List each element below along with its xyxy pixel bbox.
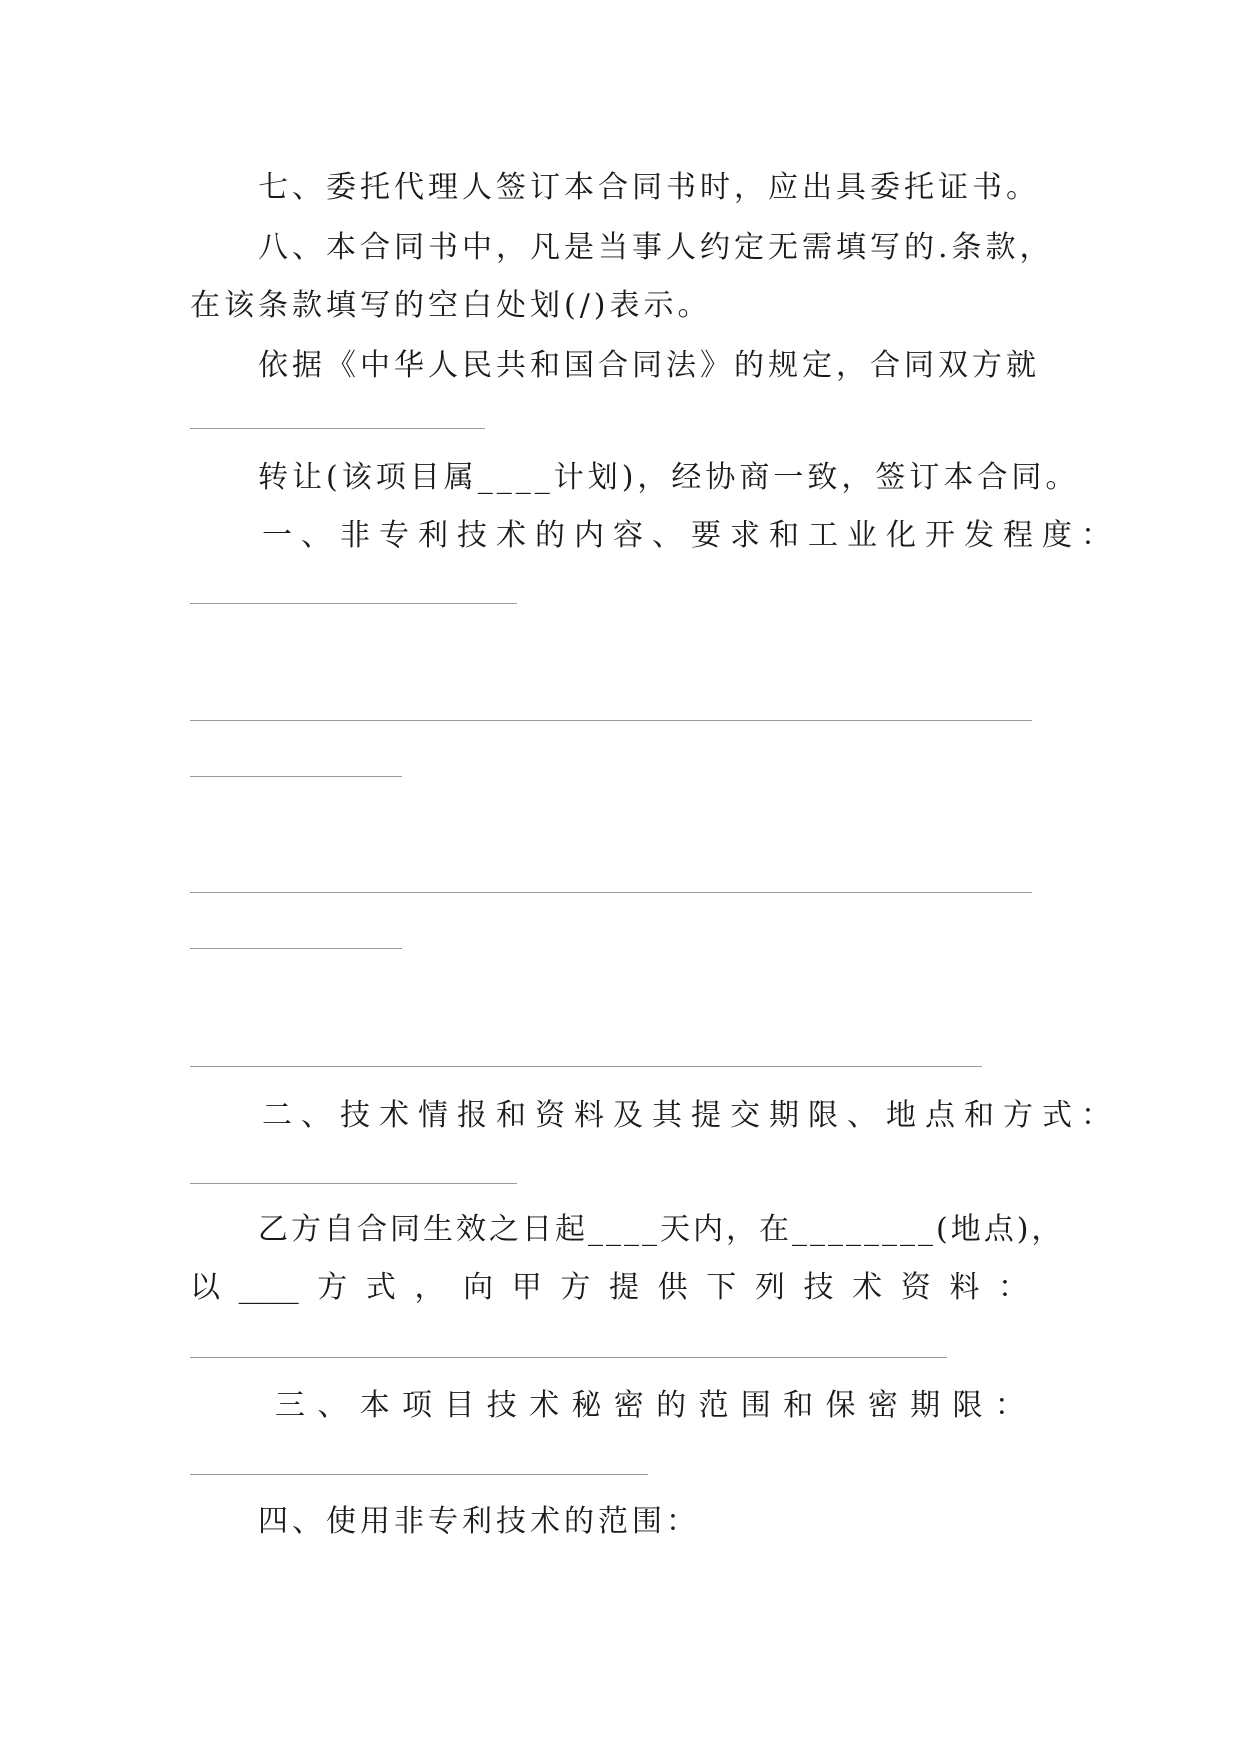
blank-line-materials xyxy=(190,1357,947,1358)
word: ： xyxy=(998,1270,1028,1305)
blank-line-s1-b xyxy=(190,720,1032,721)
word: 秘 xyxy=(571,1388,602,1423)
delivery-line-1: 乙方自合同生效之日起____天内，在________(地点)， xyxy=(258,1212,1065,1247)
clause-7: 七、委托代理人签订本合同书时，应出具委托证书。 xyxy=(258,170,1040,205)
word: ： xyxy=(994,1388,1025,1423)
word: 范 xyxy=(698,1388,729,1423)
word: 术 xyxy=(852,1270,883,1305)
clause-8-line-2: 在该条款填写的空白处划(/)表示。 xyxy=(190,288,712,323)
word: 技 xyxy=(486,1388,517,1423)
blank-line-s1-c xyxy=(190,776,402,777)
blank-line-s1-f xyxy=(190,1066,982,1067)
transfer-line: 转让(该项目属____计划)，经协商一致，签订本合同。 xyxy=(258,460,1080,495)
word: 资 xyxy=(900,1270,931,1305)
blank-line-s1-a xyxy=(190,603,517,604)
word: 、 xyxy=(317,1388,348,1423)
word: 保 xyxy=(825,1388,856,1423)
word: 期 xyxy=(910,1388,941,1423)
word: 目 xyxy=(444,1388,475,1423)
blank-line-s1-e xyxy=(190,948,402,949)
word: 的 xyxy=(656,1388,687,1423)
delivery-line-2 xyxy=(190,1268,1028,1308)
word: 围 xyxy=(740,1388,771,1423)
section-3-heading xyxy=(275,1386,1025,1426)
blank-line-s1-d xyxy=(190,892,1032,893)
blank: ____ xyxy=(238,1270,299,1305)
word: 供 xyxy=(657,1270,688,1305)
word: 甲 xyxy=(511,1270,542,1305)
word: 下 xyxy=(706,1270,737,1305)
word: 列 xyxy=(754,1270,785,1305)
word: 术 xyxy=(529,1388,560,1423)
word: 项 xyxy=(402,1388,433,1423)
blank-line-s2 xyxy=(190,1183,517,1184)
blank-line-s3 xyxy=(190,1474,648,1475)
word: 本 xyxy=(359,1388,390,1423)
word: 三 xyxy=(275,1388,305,1423)
word: 方 xyxy=(560,1270,591,1305)
section-2-heading: 二、技术情报和资料及其提交期限、地点和方式： xyxy=(262,1098,1120,1133)
word: 以 xyxy=(190,1270,220,1305)
legal-basis-line: 依据《中华人民共和国合同法》的规定，合同双方就 xyxy=(258,348,1040,383)
word: 和 xyxy=(783,1388,814,1423)
word: 限 xyxy=(952,1388,983,1423)
clause-8-line-1: 八、本合同书中，凡是当事人约定无需填写的.条款， xyxy=(258,230,1054,265)
word: 式 xyxy=(365,1270,396,1305)
word: 密 xyxy=(867,1388,898,1423)
word: 方 xyxy=(317,1270,348,1305)
section-1-heading: 一、非专利技术的内容、要求和工业化开发程度： xyxy=(262,518,1120,553)
word: ， xyxy=(414,1270,445,1305)
word: 密 xyxy=(613,1388,644,1423)
word: 向 xyxy=(463,1270,494,1305)
word: 技 xyxy=(803,1270,834,1305)
section-4-heading: 四、使用非专利技术的范围： xyxy=(258,1504,700,1539)
word: 提 xyxy=(609,1270,639,1305)
word: 料 xyxy=(949,1270,980,1305)
blank-line-project xyxy=(190,428,485,429)
